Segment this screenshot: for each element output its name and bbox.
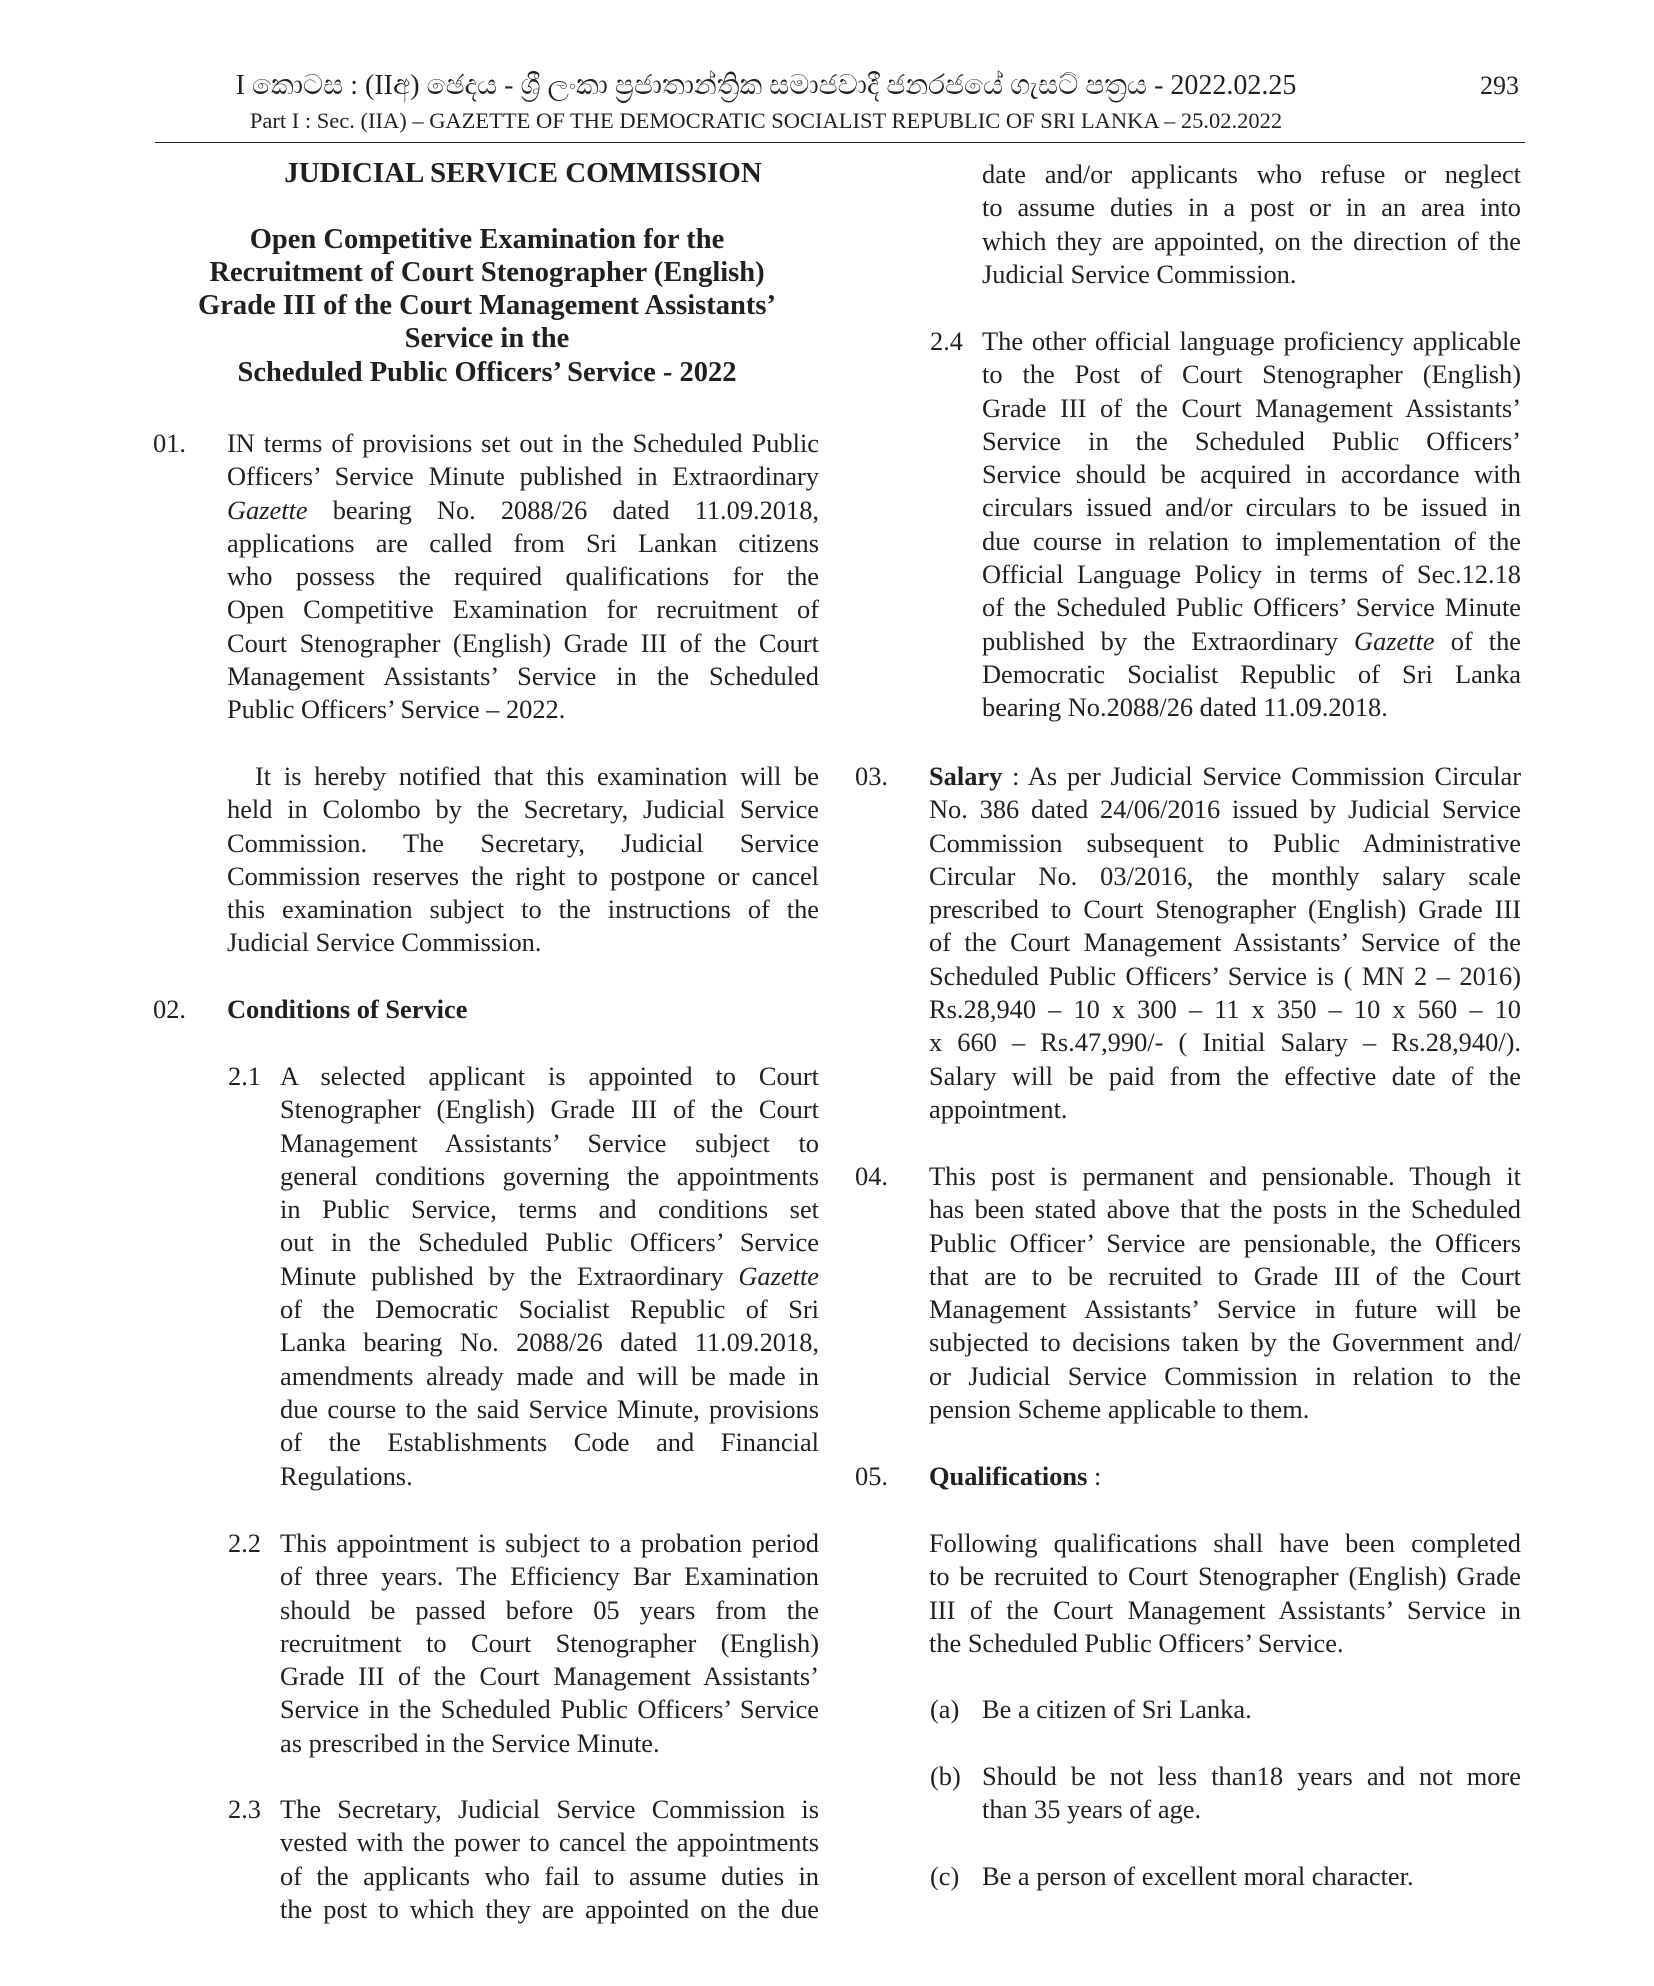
title-line-2: Recruitment of Court Stenographer (English) xyxy=(209,257,765,288)
paragraph-number-02: 02. xyxy=(153,994,186,1024)
subsection-2-1 xyxy=(280,1060,819,1493)
text-line: Service should be acquired in accordance with xyxy=(982,459,1521,490)
qualifications-label: Qualifications xyxy=(929,1461,1088,1491)
qualification-b-label: (b) xyxy=(930,1761,961,1791)
text-line: Scheduled Public Officers’ Service is ( MN 2 – 2016) xyxy=(929,960,1521,991)
text-line: Judicial Service Commission. xyxy=(227,927,542,958)
text-line: pension Scheme applicable to them. xyxy=(929,1394,1310,1425)
paragraph-number-05: 05. xyxy=(855,1461,888,1491)
qualification-a-label: (a) xyxy=(930,1694,960,1724)
header-rest: (IIA) – GAZETTE OF THE DEMOCRATIC SOCIALIST REPUBLIC OF SRI LANKA – 25.02.2022 xyxy=(360,108,1283,133)
text-line: No. 386 dated 24/06/2016 issued by Judicial Service xyxy=(929,794,1521,825)
text-line: out in the Scheduled Public Officers’ Service xyxy=(280,1227,819,1258)
text-line: Officers’ Service Minute published in Extraordinary xyxy=(227,461,819,492)
text-line: due course to the said Service Minute, provisions xyxy=(280,1393,819,1424)
qualification-a: Be a citizen of Sri Lanka. xyxy=(982,1694,1252,1724)
gazette-italic: Gazette xyxy=(738,1260,819,1291)
text-line: This post is permanent and pensionable. Though it xyxy=(929,1161,1521,1191)
qualification-c-label: (c) xyxy=(930,1861,960,1891)
header-sinhala-line: I කොටස : (IIඅ) ඡෙදය - ශ්‍රී ලංකා ප්‍රජාතාන්ත්‍රික සමාජවාදී ජනරජයේ ගැසට් පත්‍රය - 2022.02.25 xyxy=(235,70,1297,101)
text-line: to assume duties in a post or in an area into xyxy=(982,192,1521,223)
subsection-2-2 xyxy=(280,1527,819,1760)
text-fragment: Minute published by the Extraordinary xyxy=(280,1260,724,1291)
text-line: Management Assistants’ Service subject to xyxy=(280,1127,819,1158)
text-line: Stenographer (English) Grade III of the Court xyxy=(280,1094,819,1125)
text-line: should be passed before 05 years from the xyxy=(280,1594,819,1625)
text-line: recruitment to Court Stenographer (English) xyxy=(280,1627,819,1658)
paragraph-03-salary xyxy=(929,760,1521,1126)
qualifications-heading xyxy=(929,1460,1521,1493)
text-line: of the applicants who fail to assume duties in xyxy=(280,1860,819,1891)
text-line: Commission subsequent to Public Administrative xyxy=(929,827,1521,858)
subsection-number-2-4: 2.4 xyxy=(930,326,963,356)
text-line: that are to be recruited to Grade III of the Court xyxy=(929,1260,1521,1291)
text-line: has been stated above that the posts in the Scheduled xyxy=(929,1194,1521,1225)
text-line: or Judicial Service Commission in relation to the xyxy=(929,1360,1521,1391)
subsection-2-4 xyxy=(982,325,1521,725)
text-line: Service in the Scheduled Public Officers’ xyxy=(982,425,1521,456)
subsection-number-2-1: 2.1 xyxy=(228,1061,261,1091)
text-line: Commission reserves the right to postpone or cancel xyxy=(227,860,819,891)
text-line: than 35 years of age. xyxy=(982,1794,1202,1825)
title-line-1: Open Competitive Examination for the xyxy=(249,224,725,255)
subsection-2-3 xyxy=(280,1793,819,1926)
text-line: Democratic Socialist Republic of Sri Lanka xyxy=(982,658,1521,689)
text-line: Regulations. xyxy=(280,1460,413,1491)
text-line: to the Post of Court Stenographer (English) xyxy=(982,359,1521,390)
header-sec: Sec. xyxy=(316,108,355,133)
gazette-italic: Gazette xyxy=(1354,625,1435,656)
text-line: this examination subject to the instructions of the xyxy=(227,894,819,925)
text-line: x 660 – Rs.47,990/- ( Initial Salary – Rs.28,940/). xyxy=(929,1027,1521,1058)
text-line: of the Establishments Code and Financial xyxy=(280,1427,819,1458)
subsection-number-2-2: 2.2 xyxy=(228,1528,261,1558)
qualifications-intro xyxy=(929,1527,1521,1660)
title-line-4: Service in the xyxy=(404,323,570,354)
text-line: The other official language proficiency applicable xyxy=(982,326,1521,356)
text-line: A selected applicant is appointed to Court xyxy=(280,1061,819,1091)
text-line: Commission. The Secretary, Judicial Service xyxy=(227,827,819,858)
page-number: 293 xyxy=(1480,71,1519,100)
header-rule xyxy=(155,142,1525,143)
text-line: Grade III of the Court Management Assistants’ xyxy=(280,1661,819,1692)
text-line: The Secretary, Judicial Service Commission is xyxy=(280,1794,819,1824)
text-line: held in Colombo by the Secretary, Judicial Service xyxy=(227,794,819,825)
text-line xyxy=(982,625,1521,658)
text-line: date and/or applicants who refuse or neglect xyxy=(982,159,1521,189)
subsection-2-3-continued xyxy=(982,158,1521,291)
text-line: Circular No. 03/2016, the monthly salary scale xyxy=(929,860,1521,891)
text-line: to be recruited to Court Stenographer (English) Grade xyxy=(929,1561,1521,1592)
text-line: Official Language Policy in terms of Sec.12.18 xyxy=(982,559,1521,590)
text-line: in Public Service, terms and conditions set xyxy=(280,1194,819,1225)
text-line: circulars issued and/or circulars to be issued in xyxy=(982,492,1521,523)
text-line: III of the Court Management Assistants’ Service in xyxy=(929,1594,1521,1625)
qualification-c: Be a person of excellent moral character. xyxy=(982,1861,1414,1891)
paragraph-01 xyxy=(227,427,819,727)
text-fragment: of the xyxy=(1450,625,1521,656)
conditions-heading: Conditions of Service xyxy=(227,994,468,1024)
text-line: Public Officers’ Service – 2022. xyxy=(227,694,566,725)
qualification-b xyxy=(982,1760,1521,1827)
text-line: Grade III of the Court Management Assistants’ xyxy=(982,392,1521,423)
text-line: Service in the Scheduled Public Officers’ Service xyxy=(280,1694,819,1725)
gazette-italic: Gazette xyxy=(227,494,308,525)
text-line: of the Democratic Socialist Republic of Sri xyxy=(280,1294,819,1325)
text-line: It is hereby notified that this examination will be xyxy=(255,761,819,791)
paragraph-04 xyxy=(929,1160,1521,1426)
text-line: subjected to decisions taken by the Government and/ xyxy=(929,1327,1521,1358)
text-line: Public Officer’ Service are pensionable, the Officers xyxy=(929,1227,1521,1258)
text-line: Court Stenographer (English) Grade III of the Court xyxy=(227,627,819,658)
paragraph-01-notice xyxy=(227,760,819,960)
text-line: which they are appointed, on the direction of the xyxy=(982,225,1521,256)
text-line xyxy=(227,494,819,527)
header-part: Part xyxy=(249,108,287,133)
text-fragment: bearing No. 2088/26 dated 11.09.2018, xyxy=(332,494,819,525)
text-line: Should be not less than18 years and not more xyxy=(982,1761,1521,1791)
text-fragment: published by the Extraordinary xyxy=(982,625,1338,656)
text-fragment: : xyxy=(1087,1461,1102,1491)
text-line: as prescribed in the Service Minute. xyxy=(280,1727,660,1758)
text-line: prescribed to Court Stenographer (English) Grade III xyxy=(929,894,1521,925)
text-line: general conditions governing the appointments xyxy=(280,1160,819,1191)
text-line: IN terms of provisions set out in the Scheduled Public xyxy=(227,428,819,458)
text-line: due course in relation to implementation of the xyxy=(982,525,1521,556)
text-line: Judicial Service Commission. xyxy=(982,258,1297,289)
text-line: the Scheduled Public Officers’ Service. xyxy=(929,1627,1344,1658)
subsection-number-2-3: 2.3 xyxy=(228,1794,261,1824)
header-english-line xyxy=(155,107,1377,135)
text-line xyxy=(929,760,1521,793)
text-line: vested with the power to cancel the appointments xyxy=(280,1827,819,1858)
text-fragment: : As per Judicial Service Commission Circular xyxy=(1002,761,1521,791)
text-line: of the Court Management Assistants’ Service of the xyxy=(929,927,1521,958)
paragraph-number-01: 01. xyxy=(153,428,186,458)
text-line: Lanka bearing No. 2088/26 dated 11.09.2018, xyxy=(280,1327,819,1358)
text-line: amendments already made and will be made in xyxy=(280,1360,819,1391)
text-line: Management Assistants’ Service in the Scheduled xyxy=(227,661,819,692)
text-line: bearing No.2088/26 dated 11.09.2018. xyxy=(982,692,1388,723)
text-line xyxy=(280,1260,819,1293)
text-line: Following qualifications shall have been completed xyxy=(929,1528,1521,1558)
salary-label: Salary xyxy=(929,761,1003,791)
text-line: of three years. The Efficiency Bar Examination xyxy=(280,1561,819,1592)
text-line: who possess the required qualifications for the xyxy=(227,561,819,592)
text-line: This appointment is subject to a probation period xyxy=(280,1528,819,1558)
header-roman: I : xyxy=(291,108,312,133)
text-line: Open Competitive Examination for recruitment of xyxy=(227,594,819,625)
text-line: applications are called from Sri Lankan citizens xyxy=(227,527,819,558)
text-line: of the Scheduled Public Officers’ Service Minute xyxy=(982,592,1521,623)
title-line-5: Scheduled Public Officers’ Service - 2022 xyxy=(237,357,737,388)
title-line-3: Grade III of the Court Management Assistants’ xyxy=(198,290,776,321)
text-line: appointment. xyxy=(929,1093,1068,1124)
text-line: Management Assistants’ Service in future will be xyxy=(929,1294,1521,1325)
text-line: Rs.28,940 – 10 x 300 – 11 x 350 – 10 x 560 – 10 xyxy=(929,994,1521,1025)
paragraph-number-03: 03. xyxy=(855,761,888,791)
section-heading: JUDICIAL SERVICE COMMISSION xyxy=(284,157,762,189)
paragraph-number-04: 04. xyxy=(855,1161,888,1191)
text-line: the post to which they are appointed on the due xyxy=(280,1893,819,1924)
text-line: Salary will be paid from the effective date of the xyxy=(929,1060,1521,1091)
